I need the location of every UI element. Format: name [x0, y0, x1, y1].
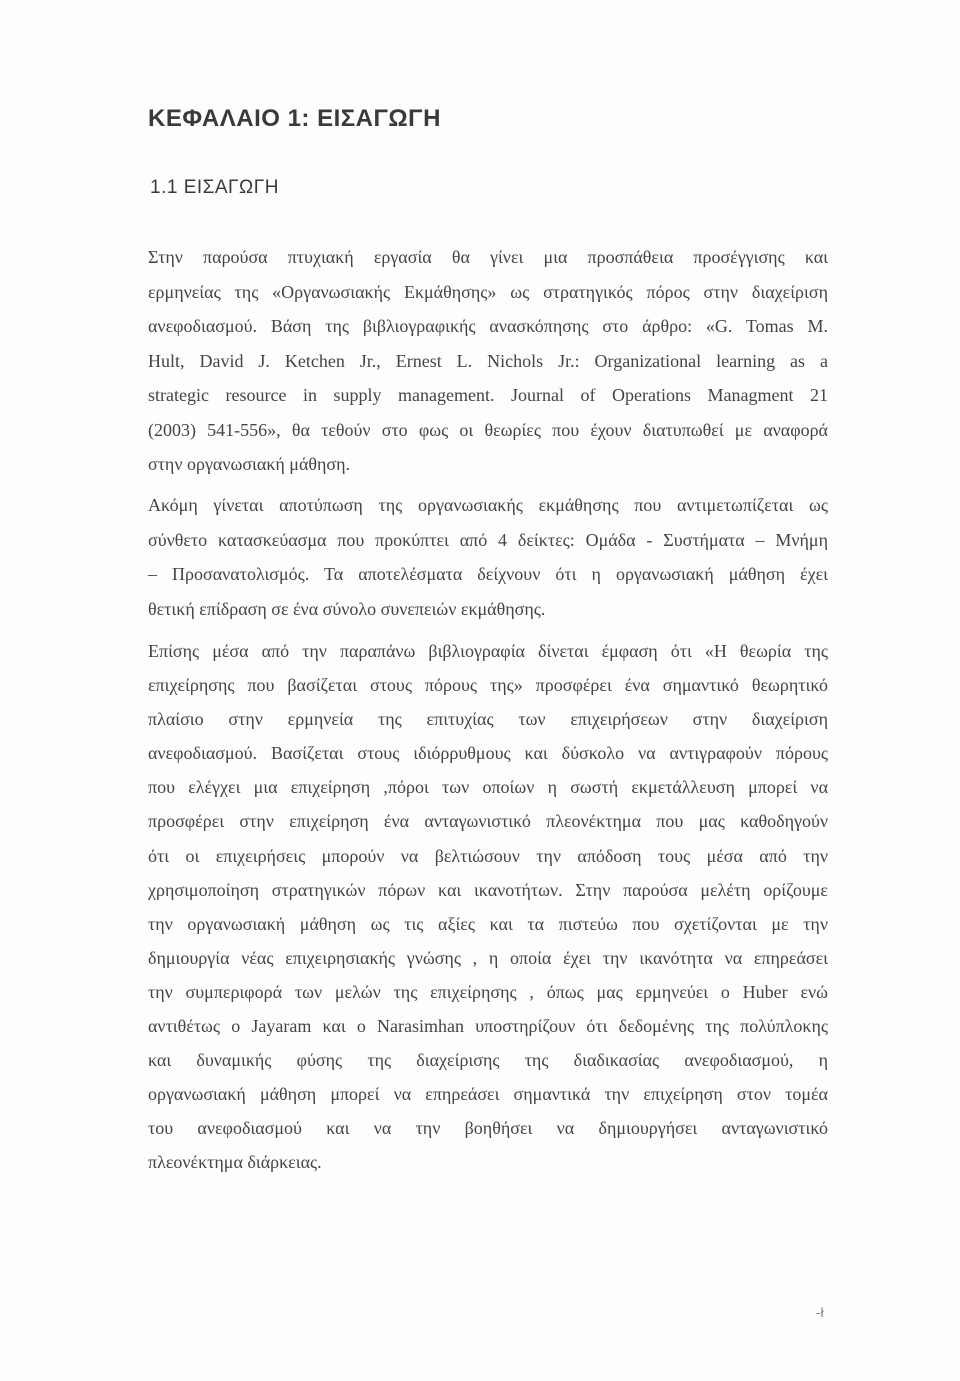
- paragraph-line: πλαίσιο στην ερμηνεία της επιτυχίας των επιχειρήσεων στην διαχείριση: [148, 709, 828, 730]
- paragraph-1: [148, 240, 828, 482]
- paragraph-line: την συμπεριφορά των μελών της επιχείρησης , όπως μας ερμηνεύει ο Huber ενώ: [148, 981, 828, 1002]
- paragraph-line: Επίσης μέσα από την παραπάνω βιβλιογραφία δίνεται έμφαση ότι «Η θεωρία της: [148, 641, 828, 661]
- paragraph-line: strategic resource in supply management. Journal of Operations Managment 21: [148, 385, 828, 405]
- paragraph-line: και δυναμικής φύσης της διαχείρισης της διαδικασίας ανεφοδιασμού, η: [148, 1050, 828, 1071]
- paragraph-line: Hult, David J. Ketchen Jr., Ernest L. Nichols Jr.: Organizational learning as a: [148, 350, 828, 371]
- paragraph-line: Στην παρούσα πτυχιακή εργασία θα γίνει μια προσπάθεια προσέγγισης και: [148, 247, 828, 267]
- chapter-title: ΚΕΦΑΛΑΙΟ 1: ΕΙΣΑΓΩΓΗ: [148, 105, 441, 132]
- paragraph-line: θετική επίδραση σε ένα σύνολο συνεπειών εκμάθησης.: [148, 598, 546, 619]
- corner-mark: -ł: [816, 1306, 824, 1320]
- paragraph-line: (2003) 541-556», θα τεθούν στο φως οι θεωρίες που έχουν διατυπωθεί με αναφορά: [148, 419, 828, 440]
- paragraph-line: σύνθετο κατασκεύασμα που προκύπτει από 4 δείκτες: Ομάδα - Συστήματα – Μνήμη: [148, 529, 828, 550]
- paragraph-line: αντιθέτως ο Jayaram και ο Narasimhan υποστηρίζουν ότι δεδομένης της πολύπλοκης: [148, 1016, 828, 1037]
- paragraph-line: του ανεφοδιασμού και να την βοηθήσει να δημιουργήσει ανταγωνιστικό: [148, 1118, 828, 1139]
- paragraph-line: στην οργανωσιακή μάθηση.: [148, 454, 351, 474]
- paragraph-line: επιχείρησης που βασίζεται στους πόρους της» προσφέρει ένα σημαντικό θεωρητικό: [148, 675, 828, 696]
- paragraph-line: δημιουργία νέας επιχειρησιακής γνώσης , η οποία έχει την ικανότητα να επηρεάσει: [148, 947, 828, 968]
- paragraph-line: – Προσανατολισμός. Τα αποτελέσματα δείχνουν ότι η οργανωσιακή μάθηση έχει: [148, 564, 828, 584]
- paragraph-line: ανεφοδιασμού. Βασίζεται στους ιδιόρρυθμους και δύσκολο να αντιγραφούν πόρους: [148, 743, 828, 764]
- section-title: 1.1 ΕΙΣΑΓΩΓΗ: [150, 177, 279, 198]
- paragraph-line: πλεονέκτημα διάρκειας.: [148, 1152, 322, 1173]
- paragraph-line: Ακόμη γίνεται αποτύπωση της οργανωσιακής εκμάθησης που αντιμετωπίζεται ως: [148, 495, 828, 515]
- paragraph-2: [148, 488, 828, 626]
- paragraph-line: ερμηνείας της «Οργανωσιακής Εκμάθησης» ως στρατηγικός πόρος στην διαχείριση: [148, 281, 828, 302]
- paragraph-line: την οργανωσιακή μάθηση ως τις αξίες και τα πιστεύω που σχετίζονται με την: [148, 913, 828, 934]
- paragraph-line: χρησιμοποίηση στρατηγικών πόρων και ικανοτήτων. Στην παρούσα μελέτη ορίζουμε: [148, 879, 828, 900]
- paragraph-3: [148, 634, 828, 1180]
- paragraph-line: οργανωσιακή μάθηση μπορεί να επηρεάσει σημαντικά την επιχείρηση στον τομέα: [148, 1084, 828, 1105]
- paragraph-line: προσφέρει στην επιχείρηση ένα ανταγωνιστικό πλεονέκτημα που μας καθοδηγούν: [148, 811, 828, 832]
- paragraph-line: που ελέγχει μια επιχείρηση ,πόροι των οποίων η σωστή εκμετάλλευση μπορεί να: [148, 777, 828, 798]
- paragraph-line: ανεφοδιασμού. Βάση της βιβλιογραφικής ανασκόπησης στο άρθρο: «G. Tomas M.: [148, 316, 828, 336]
- paragraph-line: ότι οι επιχειρήσεις μπορούν να βελτιώσουν την απόδοση τους μέσα από την: [148, 845, 828, 866]
